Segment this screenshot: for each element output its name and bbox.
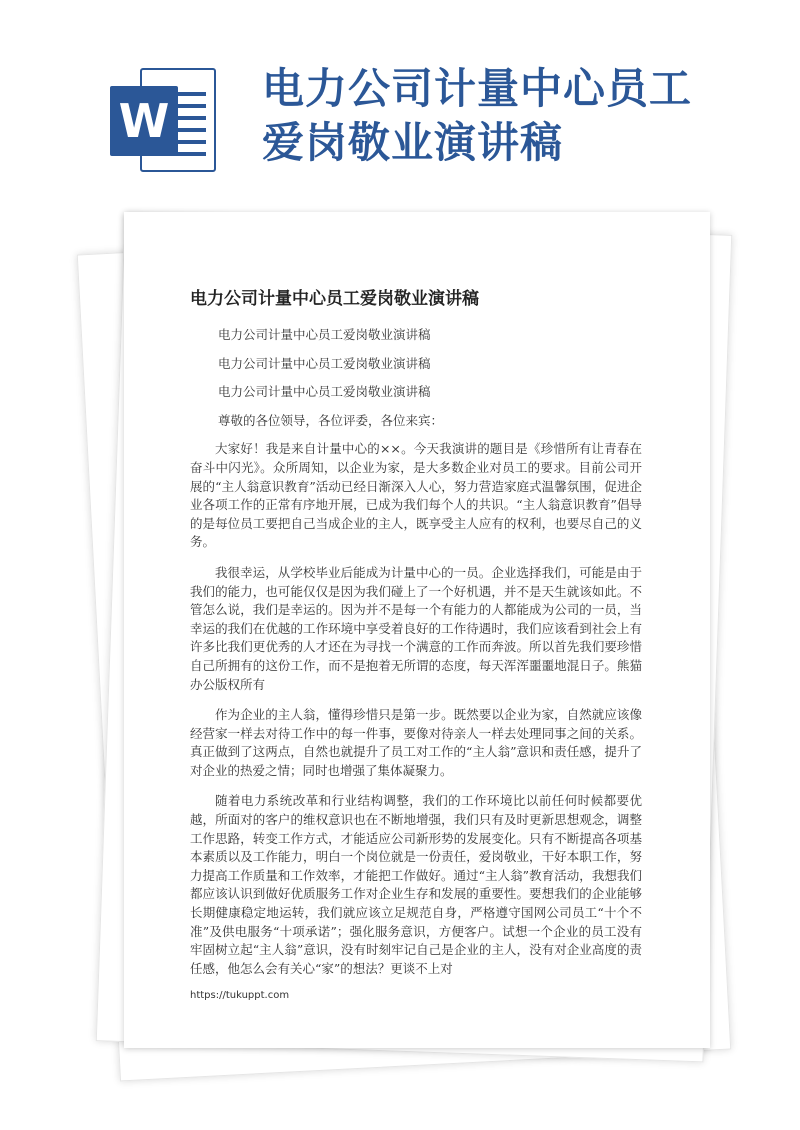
paragraph: 作为企业的主人翁，懂得珍惜只是第一步。既然要以企业为家，自然就应该像经营家一样去对待工作中的每一件事，要像对待亲人一样去处理同事之间的关系。真正做到了这两点，自然也就提升了员工对工作的“主人翁”意识和责任感，提升了对企业的热爱之情；同时也增强了集体凝聚力。 [190,707,642,778]
header-banner [0,0,800,200]
body-line: 电力公司计量中心员工爱岗敬业演讲稿 [218,355,431,371]
salutation: 尊敬的各位领导，各位评委，各位来宾： [218,412,444,428]
body-line: 电力公司计量中心员工爱岗敬业演讲稿 [218,327,431,342]
paragraph: 大家好！我是来自计量中心的××。今天我演讲的题目是《珍惜所有让青春在奋斗中闪光》。众所周知，以企业为家，是大多数企业对员工的要求。目前公司开展的“主人翁意识教育”活动已经日渐深入人心，努力营造家庭式温馨氛围，促进企业各项工作的正常有序地开展，已成为我们每个人的共识。“主人翁意识教育”倡导的是每位员工要把自己当成企业的主人，既享受主人应有的权利，也要尽自己的义务。 [190,441,642,550]
document-body [190,326,642,990]
page-title-line-1: 电力公司计量中心员工 [262,64,693,113]
word-document-icon [110,68,216,172]
page-title [262,62,782,170]
paragraph: 我很幸运，从学校毕业后能成为计量中心的一员。企业选择我们，可能是由于我们的能力，也可能仅仅是因为我们碰上了一个好机遇，并不是天生就该如此。不管怎么说，我们是幸运的。因为并不是每一个有能力的人都能成为公司的一员，当幸运的我们在优越的工作环境中享受着良好的工作待遇时，我们应该看到社会上有许多比我们更优秀的人才还在为寻找一个满意的工作而奔波。所以首先我们要珍惜自己所拥有的这份工作，而不是抱着无所谓的态度，每天浑浑噩噩地混日子。熊猫办公版权所有 [190,564,642,692]
document-page [124,212,710,1048]
footer-url: https://tukuppt.com [190,990,290,1001]
page-title-line-2: 爱岗敬业演讲稿 [262,118,564,167]
document-title: 电力公司计量中心员工爱岗敬业演讲稿 [190,289,479,309]
body-line: 电力公司计量中心员工爱岗敬业演讲稿 [218,384,431,400]
word-badge: W [110,86,178,156]
paragraph: 随着电力系统改革和行业结构调整，我们的工作环境比以前任何时候都要优越，所面对的客户的维权意识也在不断地增强，我们只有及时更新思想观念，调整工作思路，转变工作方式，才能适应公司新形势的发展变化。只有不断提高各项基本素质以及工作能力，明白一个岗位就是一份责任，爱岗敬业，干好本职工作，努力提高工作质量和工作效率，才能把工作做好。通过“主人翁”教育活动，我想我们都应该认识到做好优质服务工作对企业生存和发展的重要性。要想我们的企业能够长期健康稳定地运转，我们就应该立足规范自身，严格遵守国网公司员工“十个不准”及供电服务“十项承诺”；强化服务意识，方便客户。试想一个企业的员工没有牢固树立起“主人翁”意识，没有时刻牢记自己是企业的主人，没有对企业高度的责任感，他怎么会有关心“家”的想法？更谈不上对 [190,793,642,976]
